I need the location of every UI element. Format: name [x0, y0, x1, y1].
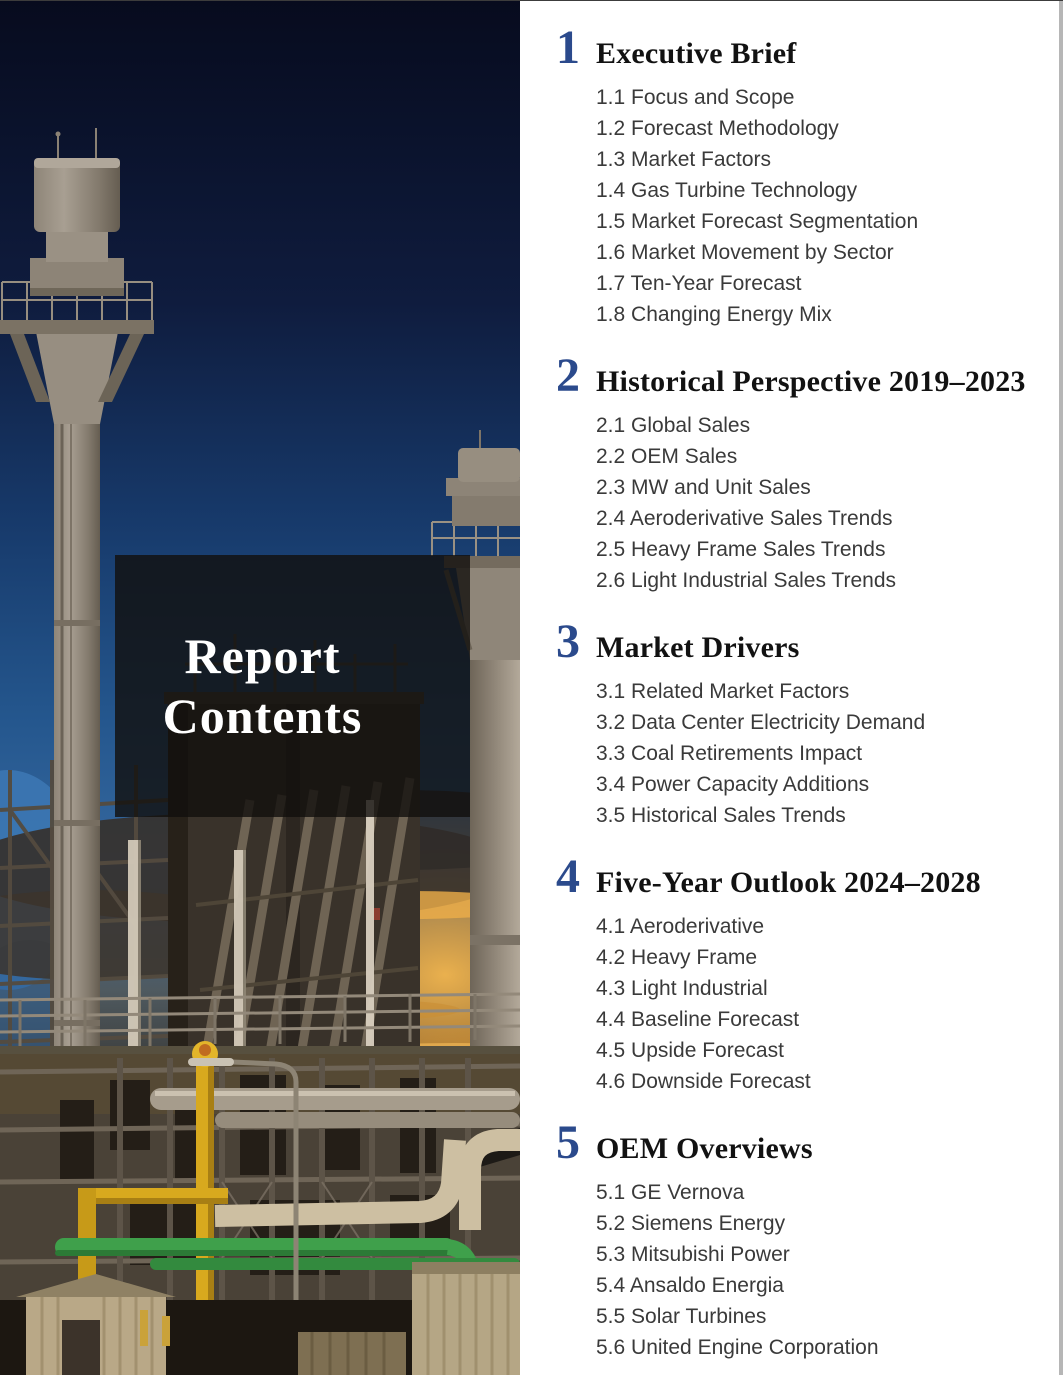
- toc-section-heading: [556, 1116, 1049, 1169]
- toc-entry: 4.5 Upside Forecast: [596, 1039, 784, 1062]
- page-edge-right: [1059, 0, 1063, 1375]
- toc-section-heading: [556, 21, 1049, 74]
- toc-entry: 5.2 Siemens Energy: [596, 1212, 786, 1235]
- toc-entry: 5.3 Mitsubishi Power: [596, 1243, 790, 1266]
- toc-section: [556, 21, 1049, 330]
- toc-entry: 4.4 Baseline Forecast: [596, 1008, 800, 1031]
- section-title: Historical Perspective 2019–2023: [596, 365, 1026, 398]
- section-items: [556, 410, 1049, 596]
- section-title: Executive Brief: [596, 37, 797, 70]
- section-items: [556, 676, 1049, 831]
- toc-entry: 3.4 Power Capacity Additions: [596, 773, 870, 796]
- toc-entry: 4.6 Downside Forecast: [596, 1070, 811, 1093]
- toc-entry: 4.2 Heavy Frame: [596, 946, 758, 969]
- section-number: 5: [556, 1116, 580, 1169]
- toc-entry: 3.2 Data Center Electricity Demand: [596, 711, 926, 734]
- toc-entry: 5.1 GE Vernova: [596, 1181, 745, 1204]
- toc-entry: 4.3 Light Industrial: [596, 977, 768, 1000]
- toc-entry: 3.5 Historical Sales Trends: [596, 804, 846, 827]
- toc-entry: 2.6 Light Industrial Sales Trends: [596, 569, 897, 592]
- section-title: OEM Overviews: [596, 1132, 813, 1165]
- toc-entry: 1.6 Market Movement by Sector: [596, 241, 894, 264]
- page-edge-top: [0, 0, 1063, 1]
- toc-entry: 2.2 OEM Sales: [596, 445, 738, 468]
- toc-section-heading: [556, 615, 1049, 668]
- section-number: 3: [556, 615, 580, 668]
- toc-entry: 4.1 Aeroderivative: [596, 915, 765, 938]
- section-items: [556, 82, 1049, 330]
- toc-section: [556, 615, 1049, 831]
- page-title-line2: Contents: [162, 688, 363, 744]
- section-number: 1: [556, 21, 580, 74]
- section-items: [556, 911, 1049, 1097]
- page-title-line1: Report: [184, 628, 341, 684]
- toc-entry: 2.1 Global Sales: [596, 414, 751, 437]
- toc-entry: 3.1 Related Market Factors: [596, 680, 850, 703]
- toc-section: [556, 850, 1049, 1097]
- cover-photo-pane: [0, 0, 520, 1375]
- toc-section-heading: [556, 349, 1049, 402]
- section-items: [556, 1177, 1049, 1363]
- section-title: Market Drivers: [596, 631, 800, 664]
- toc-entry: 1.2 Forecast Methodology: [596, 117, 839, 140]
- toc-entry: 5.4 Ansaldo Energia: [596, 1274, 784, 1297]
- section-number: 2: [556, 349, 580, 402]
- toc-entry: 1.4 Gas Turbine Technology: [596, 179, 858, 202]
- toc-entry: 3.3 Coal Retirements Impact: [596, 742, 863, 765]
- toc-section: [556, 1116, 1049, 1363]
- toc-entry: 2.3 MW and Unit Sales: [596, 476, 811, 499]
- page-title: [163, 626, 363, 746]
- toc-entry: 1.8 Changing Energy Mix: [596, 303, 832, 326]
- title-overlay: [115, 555, 470, 817]
- toc-entry: 1.3 Market Factors: [596, 148, 772, 171]
- table-of-contents: [520, 0, 1063, 1375]
- toc-section: [556, 349, 1049, 596]
- section-title: Five-Year Outlook 2024–2028: [596, 866, 981, 899]
- toc-entry: 2.5 Heavy Frame Sales Trends: [596, 538, 886, 561]
- toc-entry: 1.7 Ten-Year Forecast: [596, 272, 802, 295]
- toc-sections: [556, 21, 1049, 1363]
- toc-entry: 1.5 Market Forecast Segmentation: [596, 210, 919, 233]
- toc-entry: 2.4 Aeroderivative Sales Trends: [596, 507, 893, 530]
- toc-entry: 1.1 Focus and Scope: [596, 86, 795, 109]
- section-number: 4: [556, 850, 580, 903]
- toc-entry: 5.5 Solar Turbines: [596, 1305, 767, 1328]
- toc-section-heading: [556, 850, 1049, 903]
- toc-entry: 5.6 United Engine Corporation: [596, 1336, 879, 1359]
